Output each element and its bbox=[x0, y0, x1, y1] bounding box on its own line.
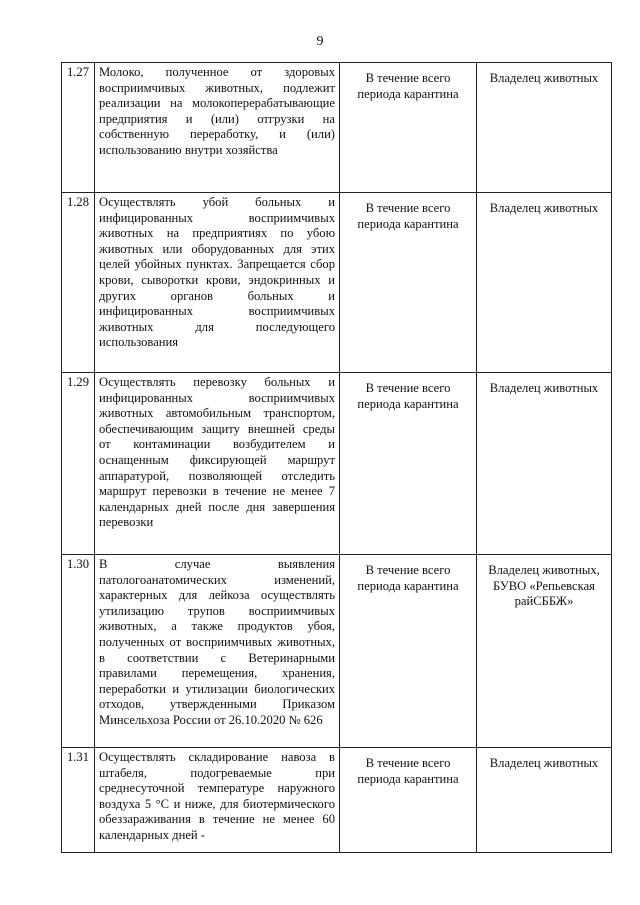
term-text: В течение всего периода карантина bbox=[340, 555, 477, 748]
responsible-text: Владелец животных bbox=[477, 193, 612, 373]
row-number: 1.30 bbox=[62, 555, 95, 748]
row-number: 1.31 bbox=[62, 748, 95, 853]
row-number: 1.28 bbox=[62, 193, 95, 373]
responsible-text: Владелец животных bbox=[477, 63, 612, 193]
measure-text: Осуществлять убой больных и инфицированных восприимчивых животных на предприятиях по убою животных или оборудованных для этих целей убойных пунктах. Запрещается сбор крови, сыворотки крови, эндокринных и других органов больных и инфицированных восприимчивых животных для последующего использования bbox=[95, 193, 340, 373]
measures-table bbox=[61, 62, 612, 853]
measure-text: Молоко, полученное от здоровых восприимчивых животных, подлежит реализации на молокоперерабатывающие предприятия и (или) отгрузки на собственную переработку, и (или) использованию внутри хозяйства bbox=[95, 63, 340, 193]
term-text: В течение всего периода карантина bbox=[340, 63, 477, 193]
table-row bbox=[62, 555, 612, 748]
table-row bbox=[62, 193, 612, 373]
measure-text: В случае выявления патологоанатомических изменений, характерных для лейкоза осуществлять утилизацию трупов восприимчивых животных, а также продуктов убоя, полученных от восприимчивых животных, в соответствии с Ветеринарными правилами перемещения, хранения, переработки и утилизации биологических отходов, утвержденными Приказом Минсельхоза России от 26.10.2020 № 626 bbox=[95, 555, 340, 748]
responsible-text: Владелец животных bbox=[477, 373, 612, 555]
responsible-text: Владелец животных bbox=[477, 748, 612, 853]
responsible-text: Владелец животных, БУВО «Репьевская райСББЖ» bbox=[477, 555, 612, 748]
table-row bbox=[62, 63, 612, 193]
table-row bbox=[62, 373, 612, 555]
row-number: 1.29 bbox=[62, 373, 95, 555]
page-number: 9 bbox=[316, 34, 324, 49]
measure-text: Осуществлять перевозку больных и инфицированных восприимчивых животных автомобильным транспортом, обеспечивающим защиту внешней среды от контаминации возбудителем и оснащенным фиксирующей маршрут аппаратурой, позволяющей отследить маршрут перевозки в течение не менее 7 календарных дней после дня завершения перевозки bbox=[95, 373, 340, 555]
term-text: В течение всего периода карантина bbox=[340, 748, 477, 853]
measure-text: Осуществлять складирование навоза в штабеля, подогреваемые при среднесуточной температуре наружного воздуха 5 °С и ниже, для биотермического обеззараживания в течение не менее 60 календарных дней - bbox=[95, 748, 340, 853]
term-text: В течение всего периода карантина bbox=[340, 373, 477, 555]
row-number: 1.27 bbox=[62, 63, 95, 193]
table-row bbox=[62, 748, 612, 853]
term-text: В течение всего периода карантина bbox=[340, 193, 477, 373]
